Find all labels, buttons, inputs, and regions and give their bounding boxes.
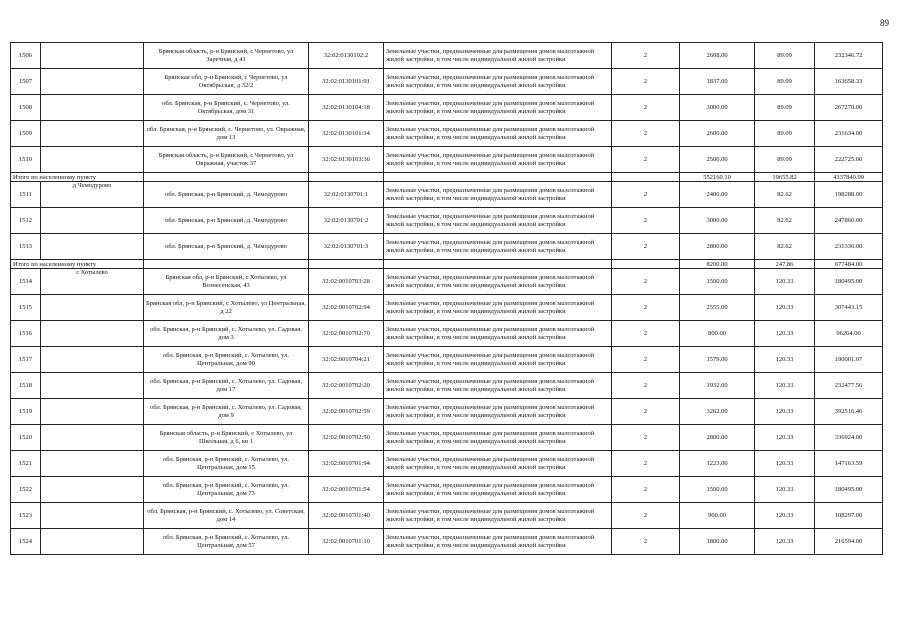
table-row (11, 529, 883, 555)
row-number: 1509 (11, 121, 41, 147)
address: Брянская обл, р-н Брянский, с Хотылево, ул Вознесенская, 43 (144, 269, 309, 295)
settlement-total-label: Итого по населенному пункту (11, 260, 144, 269)
area: 1932.00 (680, 373, 755, 399)
specific-value: 120.33 (755, 425, 815, 451)
address: обл. Брянская, р-н Брянский, с. Хотылево, ул. Садовая, дом 9 (144, 399, 309, 425)
cadastral-number: 32:02:0010704:21 (309, 347, 384, 373)
permitted-use: Земельные участки, предназначенные для размещения домов малоэтажной жилой застройки, в том числе индивидуальной жилой застройки (384, 269, 612, 295)
table-row (11, 295, 883, 321)
group-code: 2 (612, 451, 680, 477)
row-number: 1513 (11, 234, 41, 260)
area: 2800.00 (680, 425, 755, 451)
empty-cell (309, 173, 384, 182)
specific-value: 120.33 (755, 399, 815, 425)
group-code: 2 (612, 121, 680, 147)
settlement-name (41, 477, 144, 503)
settlement-name (41, 234, 144, 260)
address: Брянская обл, р-н Брянский, с Хотылево, ул Центральная, д 22 (144, 295, 309, 321)
empty-cell (384, 173, 612, 182)
group-code: 2 (612, 208, 680, 234)
row-number: 1511 (11, 182, 41, 208)
permitted-use: Земельные участки, предназначенные для размещения домов малоэтажной жилой застройки, в том числе индивидуальной жилой застройки (384, 295, 612, 321)
permitted-use: Земельные участки, предназначенные для размещения домов малоэтажной жилой застройки, в том числе индивидуальной жилой застройки (384, 347, 612, 373)
row-number: 1517 (11, 347, 41, 373)
cadastral-value: 108297.00 (815, 503, 883, 529)
address: обл. Брянская, р-н Брянский, д. Чемодурово (144, 208, 309, 234)
cadastral-value: 198288.00 (815, 182, 883, 208)
empty-cell (309, 260, 384, 269)
cadastral-number: 32:02:0010702:70 (309, 321, 384, 347)
row-number: 1518 (11, 373, 41, 399)
area: 800.00 (680, 321, 755, 347)
permitted-use: Земельные участки, предназначенные для размещения домов малоэтажной жилой застройки, в том числе индивидуальной жилой застройки (384, 451, 612, 477)
row-number: 1510 (11, 147, 41, 173)
permitted-use: Земельные участки, предназначенные для размещения домов малоэтажной жилой застройки, в том числе индивидуальной жилой застройки (384, 399, 612, 425)
area: 1223.00 (680, 451, 755, 477)
settlement-name (41, 373, 144, 399)
group-code: 2 (612, 234, 680, 260)
specific-value: 120.33 (755, 295, 815, 321)
group-code: 2 (612, 529, 680, 555)
specific-value: 82.62 (755, 208, 815, 234)
total-value: 677484.00 (815, 260, 883, 269)
settlement-total-row (11, 173, 883, 182)
table-row (11, 269, 883, 295)
group-code: 2 (612, 182, 680, 208)
area: 900.00 (680, 503, 755, 529)
permitted-use: Земельные участки, предназначенные для размещения домов малоэтажной жилой застройки, в том числе индивидуальной жилой застройки (384, 477, 612, 503)
cadastral-number: 32:02:0010701:10 (309, 529, 384, 555)
cadastral-number: 32:02:0130701:1 (309, 182, 384, 208)
area: 2500.00 (680, 147, 755, 173)
permitted-use: Земельные участки, предназначенные для размещения домов малоэтажной жилой застройки, в том числе индивидуальной жилой застройки (384, 234, 612, 260)
settlement-name (41, 451, 144, 477)
group-code: 2 (612, 69, 680, 95)
table-row (11, 121, 883, 147)
table-row (11, 425, 883, 451)
settlement-name (41, 321, 144, 347)
area: 2600.00 (680, 121, 755, 147)
address: Брянская область, р-н Брянский, с Чернетово, ул Заречная, д 41 (144, 43, 309, 69)
settlement-name (41, 295, 144, 321)
permitted-use: Земельные участки, предназначенные для размещения домов малоэтажной жилой застройки, в том числе индивидуальной жилой застройки (384, 121, 612, 147)
cadastral-number: 32:02:0130101:91 (309, 69, 384, 95)
area: 1500.00 (680, 477, 755, 503)
permitted-use: Земельные участки, предназначенные для размещения домов малоэтажной жилой застройки, в том числе индивидуальной жилой застройки (384, 529, 612, 555)
cadastral-value: 147163.59 (815, 451, 883, 477)
address: обл. Брянская, р-н Брянский, д. Чемодурово (144, 234, 309, 260)
table-row (11, 43, 883, 69)
area: 1579.00 (680, 347, 755, 373)
address: Брянская обл, р-н Брянский, с Чернетово, ул Октябрьская, д 32/2 (144, 69, 309, 95)
specific-value: 120.33 (755, 373, 815, 399)
cadastral-number: 32:02:0010702:20 (309, 373, 384, 399)
area: 2400.00 (680, 182, 755, 208)
row-number: 1515 (11, 295, 41, 321)
group-code: 2 (612, 347, 680, 373)
cadastral-value: 392516.46 (815, 399, 883, 425)
cadastral-number: 32:02:0130101:34 (309, 121, 384, 147)
land-registry-table (10, 42, 883, 555)
group-code: 2 (612, 147, 680, 173)
specific-value: 120.33 (755, 529, 815, 555)
permitted-use: Земельные участки, предназначенные для размещения домов малоэтажной жилой застройки, в том числе индивидуальной жилой застройки (384, 147, 612, 173)
page-number: 89 (880, 18, 889, 28)
total-value: 4337840.99 (815, 173, 883, 182)
empty-cell (612, 260, 680, 269)
cadastral-number: 32:02:0010701:40 (309, 503, 384, 529)
specific-value: 120.33 (755, 321, 815, 347)
row-number: 1523 (11, 503, 41, 529)
table-row (11, 234, 883, 260)
group-code: 2 (612, 503, 680, 529)
row-number: 1519 (11, 399, 41, 425)
specific-value: 120.33 (755, 503, 815, 529)
table-row (11, 477, 883, 503)
settlement-total-label: Итого по населенному пункту (11, 173, 144, 182)
cadastral-value: 180495.00 (815, 269, 883, 295)
table-row (11, 451, 883, 477)
specific-value: 82.62 (755, 234, 815, 260)
specific-value: 120.33 (755, 451, 815, 477)
cadastral-number: 32:02:0010701:54 (309, 477, 384, 503)
table-row (11, 208, 883, 234)
address: Брянская область, р-н Брянский, с Чернетово, ул Овражная, участок 37 (144, 147, 309, 173)
area: 3000.00 (680, 208, 755, 234)
address: обл. Брянская, р-н Брянский, с. Чернетово, ул. Овражная, дом 13 (144, 121, 309, 147)
row-number: 1512 (11, 208, 41, 234)
cadastral-value: 96264.00 (815, 321, 883, 347)
total-area: 552160.10 (680, 173, 755, 182)
total-rate: 19655.82 (755, 173, 815, 182)
cadastral-value: 232477.56 (815, 373, 883, 399)
area: 3262.00 (680, 399, 755, 425)
settlement-name (41, 399, 144, 425)
cadastral-value: 232346.72 (815, 43, 883, 69)
settlement-total-row (11, 260, 883, 269)
address: обл. Брянская, р-н Брянский, д. Чемодурово (144, 182, 309, 208)
row-number: 1521 (11, 451, 41, 477)
table-row (11, 347, 883, 373)
cadastral-value: 163658.33 (815, 69, 883, 95)
specific-value: 120.33 (755, 347, 815, 373)
cadastral-value: 222725.00 (815, 147, 883, 173)
empty-cell (384, 260, 612, 269)
group-code: 2 (612, 373, 680, 399)
empty-cell (612, 173, 680, 182)
permitted-use: Земельные участки, предназначенные для размещения домов малоэтажной жилой застройки, в том числе индивидуальной жилой застройки (384, 321, 612, 347)
area: 1837.00 (680, 69, 755, 95)
row-number: 1516 (11, 321, 41, 347)
cadastral-value: 231336.00 (815, 234, 883, 260)
row-number: 1508 (11, 95, 41, 121)
settlement-name (41, 529, 144, 555)
cadastral-number: 32:02:0130102:2 (309, 43, 384, 69)
cadastral-number: 32:02:0130103:36 (309, 147, 384, 173)
table-row (11, 182, 883, 208)
address: обл. Брянская, р-н Брянский, с. Хотылево, ул. Садовая, дом 3 (144, 321, 309, 347)
cadastral-number: 32:02:0130701:2 (309, 208, 384, 234)
row-number: 1514 (11, 269, 41, 295)
address: обл. Брянская, р-н Брянский, с. Хотылево, ул. Советская, дом 14 (144, 503, 309, 529)
table-row (11, 399, 883, 425)
cadastral-value: 216594.00 (815, 529, 883, 555)
address: обл. Брянская, р-н Брянский, с. Хотылево, ул. Центральная, дом 73 (144, 477, 309, 503)
group-code: 2 (612, 399, 680, 425)
cadastral-number: 32:02:0010702:50 (309, 425, 384, 451)
settlement-name (41, 43, 144, 69)
address: обл. Брянская, р-н Брянский, с. Хотылево, ул. Садовая, дом 17 (144, 373, 309, 399)
table-row (11, 95, 883, 121)
cadastral-value: 307443.15 (815, 295, 883, 321)
specific-value: 89.09 (755, 69, 815, 95)
permitted-use: Земельные участки, предназначенные для размещения домов малоэтажной жилой застройки, в том числе индивидуальной жилой застройки (384, 425, 612, 451)
area: 2608.00 (680, 43, 755, 69)
address: обл. Брянская, р-н Брянский, с. Хотылево, ул. Центральная, дом 90 (144, 347, 309, 373)
settlement-name (41, 147, 144, 173)
permitted-use: Земельные участки, предназначенные для размещения домов малоэтажной жилой застройки, в том числе индивидуальной жилой застройки (384, 182, 612, 208)
cadastral-number: 32:02:0010703:28 (309, 269, 384, 295)
permitted-use: Земельные участки, предназначенные для размещения домов малоэтажной жилой застройки, в том числе индивидуальной жилой застройки (384, 208, 612, 234)
permitted-use: Земельные участки, предназначенные для размещения домов малоэтажной жилой застройки, в том числе индивидуальной жилой застройки (384, 69, 612, 95)
address: обл. Брянская, р-н Брянский, с. Чернетово, ул. Октябрьская, дом 31 (144, 95, 309, 121)
settlement-name (41, 425, 144, 451)
permitted-use: Земельные участки, предназначенные для размещения домов малоэтажной жилой застройки, в том числе индивидуальной жилой застройки (384, 43, 612, 69)
row-number: 1524 (11, 529, 41, 555)
settlement-name (41, 121, 144, 147)
permitted-use: Земельные участки, предназначенные для размещения домов малоэтажной жилой застройки, в том числе индивидуальной жилой застройки (384, 503, 612, 529)
specific-value: 89.09 (755, 121, 815, 147)
table-body (11, 43, 883, 555)
empty-cell (144, 173, 309, 182)
specific-value: 89.09 (755, 95, 815, 121)
group-code: 2 (612, 43, 680, 69)
specific-value: 120.33 (755, 477, 815, 503)
table-row (11, 373, 883, 399)
address: обл. Брянская, р-н Брянский, с. Хотылево, ул. Центральная, дом 15 (144, 451, 309, 477)
total-rate: 247.86 (755, 260, 815, 269)
address: Брянская область, р-н Брянский, с Хотылево, ул Школьная, д 6, кв 1 (144, 425, 309, 451)
cadastral-number: 32:02:0010702:59 (309, 399, 384, 425)
row-number: 1507 (11, 69, 41, 95)
cadastral-number: 32:02:0010702:94 (309, 295, 384, 321)
address: обл. Брянская, р-н Брянский, с. Хотылево, ул. Центральная, дом 57 (144, 529, 309, 555)
cadastral-number: 32:02:0130104:18 (309, 95, 384, 121)
cadastral-value: 247860.00 (815, 208, 883, 234)
cadastral-value: 180495.00 (815, 477, 883, 503)
specific-value: 89.09 (755, 147, 815, 173)
settlement-name: д Чемодурово (41, 182, 144, 208)
table-row (11, 69, 883, 95)
settlement-name (41, 208, 144, 234)
specific-value: 82.62 (755, 182, 815, 208)
settlement-name (41, 95, 144, 121)
cadastral-value: 190001.07 (815, 347, 883, 373)
row-number: 1520 (11, 425, 41, 451)
table-row (11, 321, 883, 347)
cadastral-number: 32:02:0130701:3 (309, 234, 384, 260)
group-code: 2 (612, 477, 680, 503)
cadastral-value: 231634.00 (815, 121, 883, 147)
area: 2555.00 (680, 295, 755, 321)
cadastral-value: 267270.00 (815, 95, 883, 121)
area: 1800.00 (680, 529, 755, 555)
total-area: 8200.00 (680, 260, 755, 269)
settlement-name (41, 503, 144, 529)
area: 2800.00 (680, 234, 755, 260)
settlement-name (41, 347, 144, 373)
row-number: 1506 (11, 43, 41, 69)
table-row (11, 503, 883, 529)
group-code: 2 (612, 425, 680, 451)
permitted-use: Земельные участки, предназначенные для размещения домов малоэтажной жилой застройки, в том числе индивидуальной жилой застройки (384, 373, 612, 399)
area: 1500.00 (680, 269, 755, 295)
cadastral-value: 336924.00 (815, 425, 883, 451)
empty-cell (144, 260, 309, 269)
table-row (11, 147, 883, 173)
settlement-name: с Хотылево (41, 269, 144, 295)
specific-value: 89.09 (755, 43, 815, 69)
cadastral-number: 32:02:0010701:94 (309, 451, 384, 477)
specific-value: 120.33 (755, 269, 815, 295)
group-code: 2 (612, 269, 680, 295)
group-code: 2 (612, 295, 680, 321)
permitted-use: Земельные участки, предназначенные для размещения домов малоэтажной жилой застройки, в том числе индивидуальной жилой застройки (384, 95, 612, 121)
group-code: 2 (612, 321, 680, 347)
row-number: 1522 (11, 477, 41, 503)
area: 3000.00 (680, 95, 755, 121)
settlement-name (41, 69, 144, 95)
group-code: 2 (612, 95, 680, 121)
